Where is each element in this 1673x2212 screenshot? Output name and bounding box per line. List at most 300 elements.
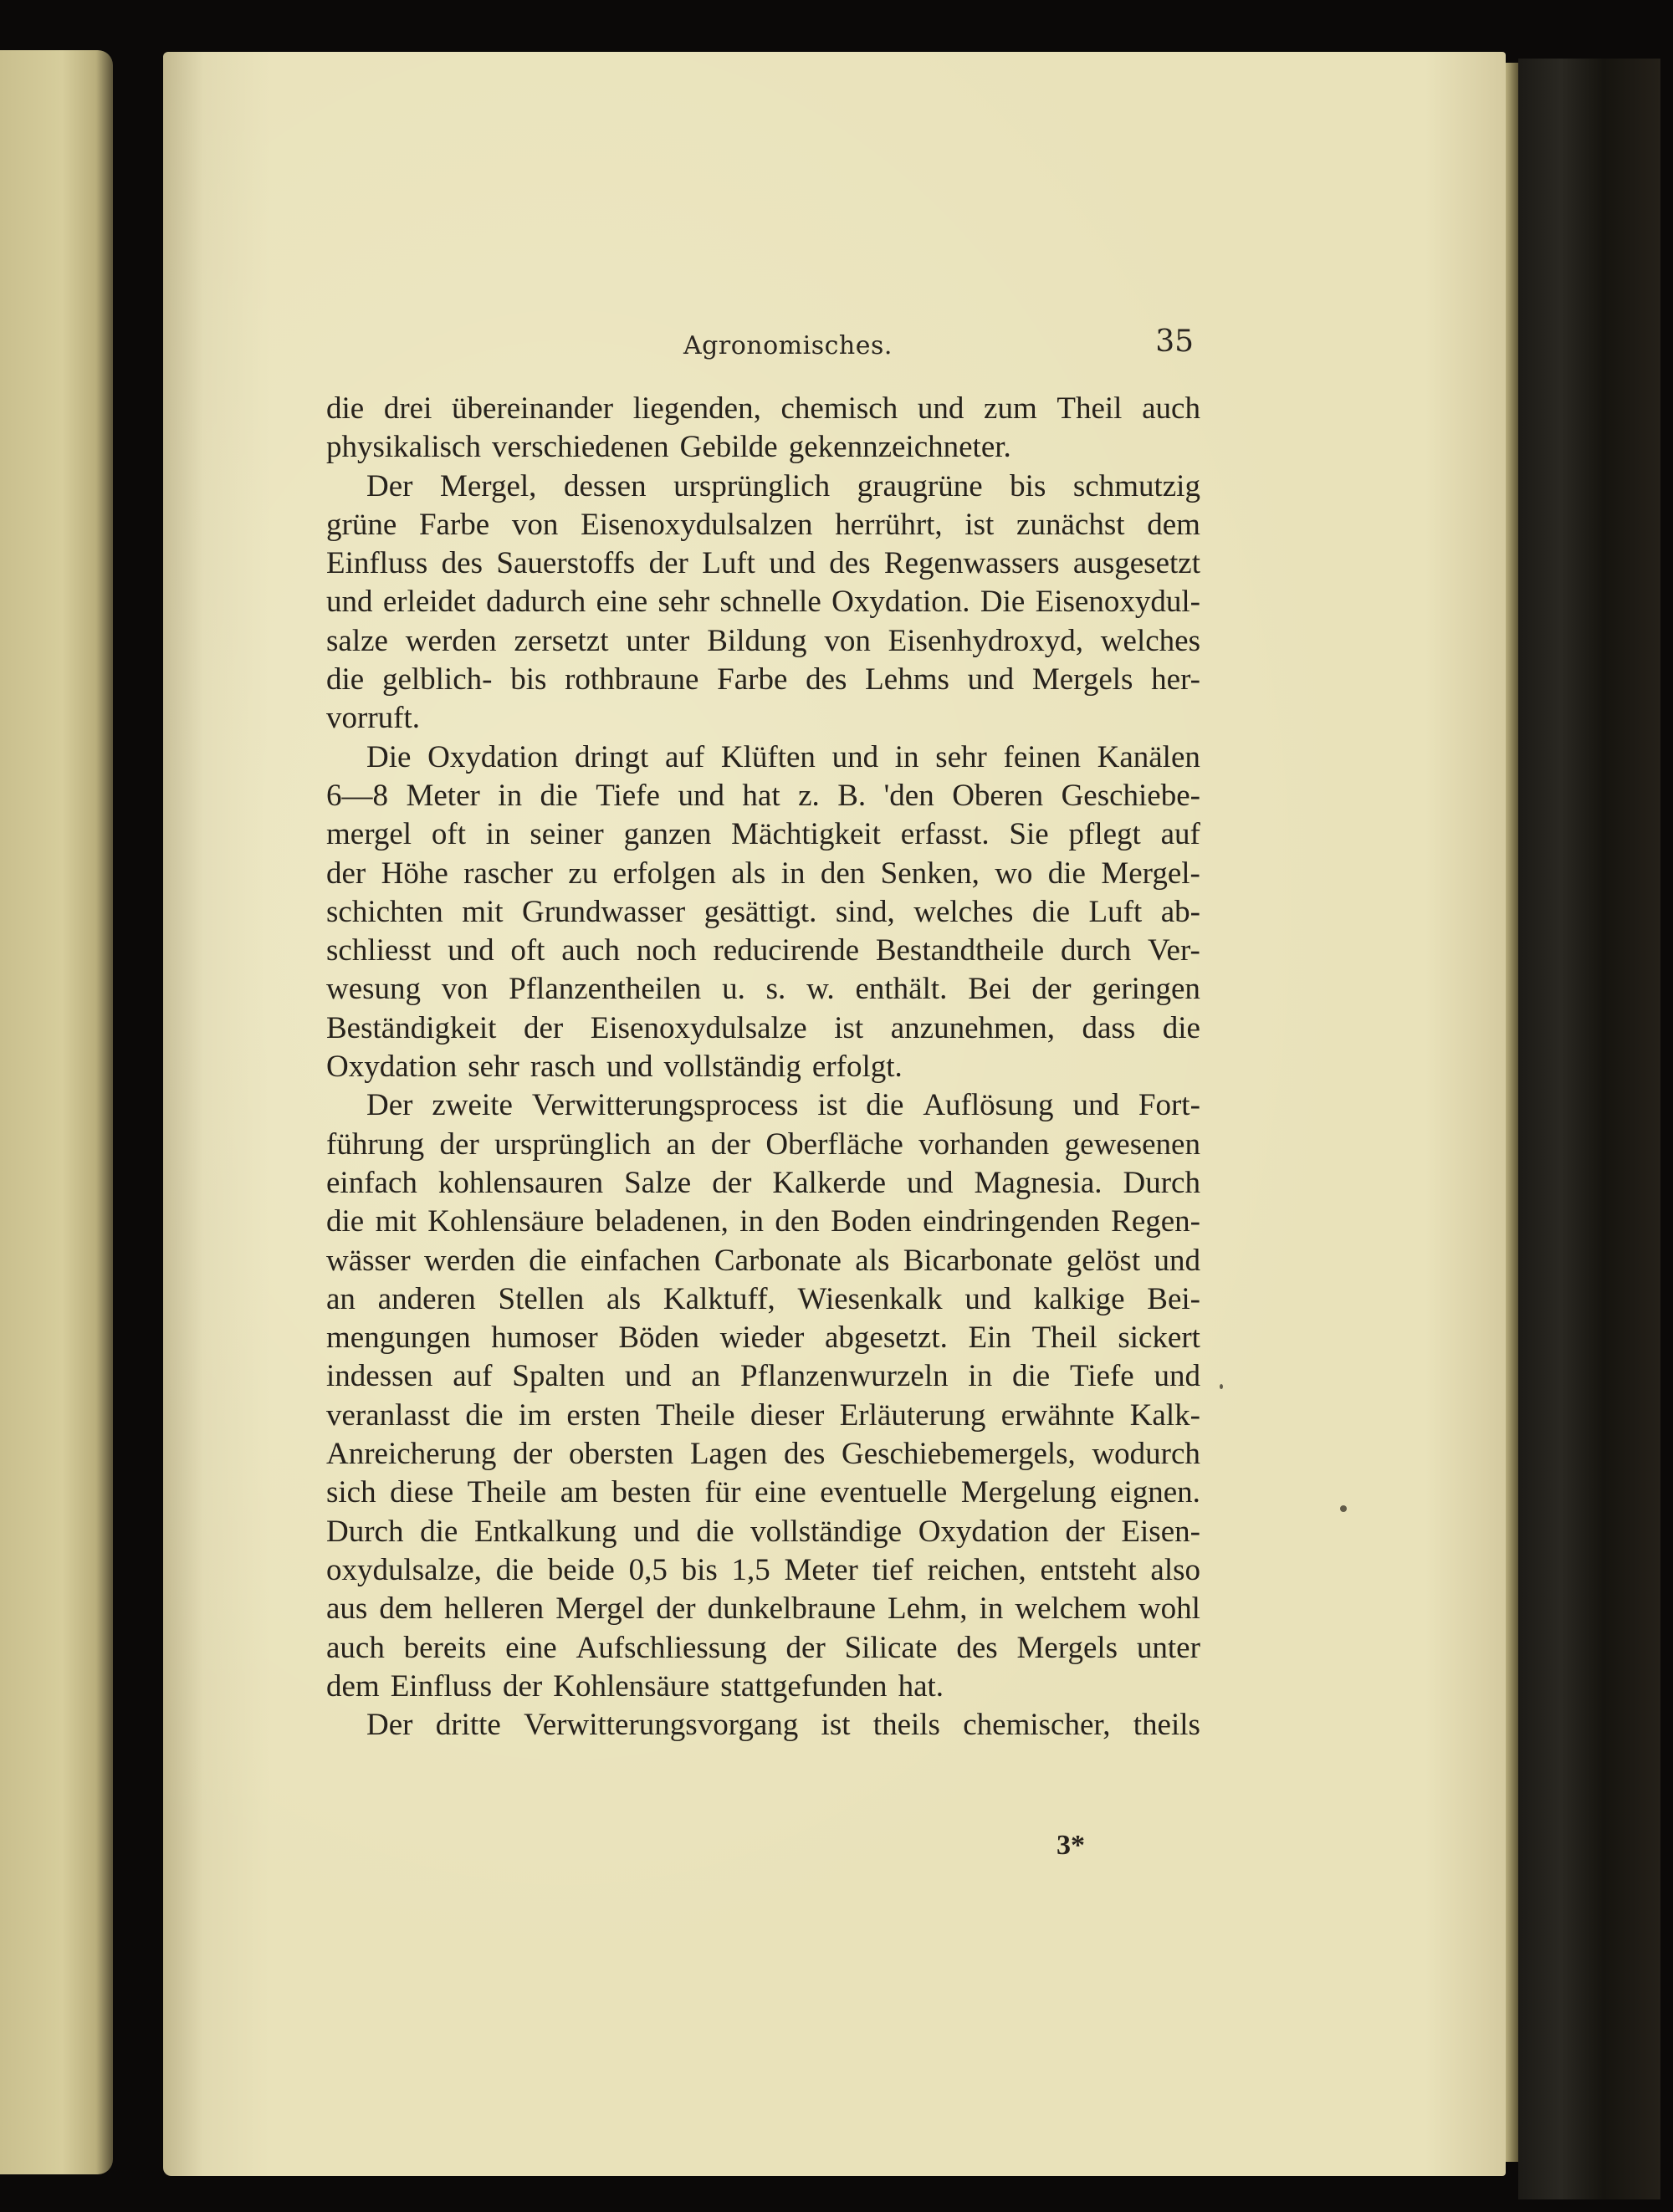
ink-speck xyxy=(1340,1505,1347,1512)
text-line xyxy=(326,777,1200,815)
word: ab- xyxy=(1160,894,1200,929)
word: auf xyxy=(453,1359,493,1394)
word: der xyxy=(785,1630,826,1665)
word: dessen xyxy=(563,468,647,503)
word: die xyxy=(326,662,365,697)
word: und xyxy=(769,546,816,581)
word: im xyxy=(518,1397,551,1433)
word: Mergel xyxy=(555,1591,645,1627)
word: Oxydation xyxy=(918,1514,1049,1549)
word: gelblich- xyxy=(381,662,493,697)
word: s. xyxy=(765,972,786,1007)
word: Farbe xyxy=(717,662,788,697)
word: Fort- xyxy=(1138,1088,1200,1123)
text-line xyxy=(326,390,1200,428)
word: dadurch xyxy=(486,585,586,620)
word: Luft xyxy=(702,546,755,581)
word: Höhe xyxy=(381,856,448,891)
word: feinen xyxy=(1003,739,1081,774)
word: Geschiebemergels, xyxy=(842,1437,1076,1472)
word: Böden xyxy=(618,1321,699,1356)
word: eine xyxy=(596,585,648,620)
word: Regenwassers xyxy=(883,546,1060,581)
text-line xyxy=(326,506,1200,544)
page-header xyxy=(326,324,1200,366)
word: theils xyxy=(1133,1708,1200,1743)
text-line xyxy=(326,467,1200,506)
word: werden xyxy=(405,623,497,658)
word: Grundwasser xyxy=(522,894,686,929)
word: die xyxy=(696,1514,734,1549)
word: der xyxy=(656,1591,696,1627)
word: Farbe xyxy=(418,507,490,542)
word: Meter xyxy=(406,778,480,813)
word: Einfluss xyxy=(326,546,428,581)
word: Eisenhydroxyd, xyxy=(888,623,1083,658)
word: in xyxy=(780,856,806,891)
word: wesung xyxy=(326,972,422,1007)
word: humoser xyxy=(491,1321,598,1356)
word: der xyxy=(712,1165,752,1200)
text-line xyxy=(326,1319,1200,1357)
word: werden xyxy=(424,1243,515,1278)
word: Bicarbonate xyxy=(903,1243,1053,1278)
word: gesättigt. xyxy=(703,894,817,929)
word: bis xyxy=(1010,468,1046,503)
word: und xyxy=(633,1514,680,1549)
word: und xyxy=(678,778,724,813)
text-line xyxy=(326,738,1200,777)
word: dringt xyxy=(574,739,649,774)
word: indessen xyxy=(326,1359,433,1394)
text-line xyxy=(326,1242,1200,1280)
word: als xyxy=(731,856,766,891)
word: aus xyxy=(326,1591,368,1627)
word: sind, xyxy=(835,894,895,929)
word: Klüften xyxy=(720,739,816,774)
text-line xyxy=(326,1551,1200,1590)
word: Lehms xyxy=(865,662,949,697)
word: den xyxy=(775,1204,820,1239)
word: gewesenen xyxy=(1064,1126,1200,1162)
word: der xyxy=(326,856,366,891)
text-line xyxy=(326,1435,1200,1474)
text-line xyxy=(326,932,1200,970)
word: erfolgen xyxy=(612,856,716,891)
word: 'den xyxy=(883,778,934,813)
word: mit xyxy=(375,1204,417,1239)
word: zu xyxy=(568,856,598,891)
text-line xyxy=(326,893,1200,932)
word: ursprünglich xyxy=(494,1126,652,1162)
word: zunächst xyxy=(1016,507,1125,542)
word: sich xyxy=(326,1475,376,1510)
word: rascher xyxy=(463,856,553,891)
word: der xyxy=(1065,1514,1105,1549)
word: wodurch xyxy=(1092,1437,1200,1472)
word: dunkelbraune xyxy=(707,1591,876,1627)
word: diese xyxy=(390,1475,454,1510)
word: ganzen xyxy=(623,817,712,852)
word: von xyxy=(824,623,871,658)
word: und xyxy=(606,1050,653,1085)
word: enthält. xyxy=(855,972,948,1007)
word: einfachen xyxy=(580,1243,701,1278)
word: besten xyxy=(611,1475,691,1510)
word: dass xyxy=(1082,1010,1136,1045)
word: der xyxy=(1031,972,1072,1007)
text-line xyxy=(326,1397,1200,1435)
word: beladenen, xyxy=(595,1204,729,1239)
word: des xyxy=(956,1630,998,1665)
word: gelöst xyxy=(1066,1243,1141,1278)
word: dem xyxy=(1147,507,1200,542)
word: und xyxy=(625,1359,672,1394)
word: Ver- xyxy=(1147,933,1200,968)
word: sickert xyxy=(1118,1321,1200,1356)
text-line xyxy=(326,855,1200,893)
word: vollständig xyxy=(663,1050,801,1085)
word: oxydulsalze, xyxy=(326,1552,482,1587)
word: die xyxy=(529,1243,567,1278)
word: ersten xyxy=(566,1397,641,1433)
word: schmutzig xyxy=(1072,468,1200,503)
word: theils xyxy=(872,1708,940,1743)
word: ist xyxy=(817,1088,847,1123)
word: und xyxy=(964,1281,1011,1316)
text-line xyxy=(326,1513,1200,1551)
word: Wiesenkalk xyxy=(797,1281,943,1316)
word: Durch xyxy=(326,1514,404,1549)
word: zum xyxy=(984,391,1037,426)
text-line xyxy=(326,1086,1200,1125)
word: beide xyxy=(547,1552,615,1587)
text-line xyxy=(326,699,1200,738)
word: kohlensauren xyxy=(437,1165,604,1200)
word: Silicate xyxy=(844,1630,938,1665)
word: helleren xyxy=(444,1591,545,1627)
word: welchem xyxy=(1015,1591,1127,1627)
word: mit xyxy=(462,894,504,929)
word: Lagen xyxy=(689,1437,768,1472)
text-line xyxy=(326,970,1200,1009)
word: von xyxy=(441,972,489,1007)
word: kalkige xyxy=(1033,1281,1125,1316)
word: auch xyxy=(1142,391,1200,426)
word: hat xyxy=(742,778,780,813)
word: grüne xyxy=(326,507,397,542)
text-line xyxy=(326,428,1200,467)
word: in xyxy=(498,778,523,813)
word: dem xyxy=(379,1591,433,1627)
word: einfach xyxy=(326,1165,417,1200)
word: die xyxy=(326,1204,365,1239)
word: sehr xyxy=(468,1050,519,1085)
word: Kalktuff, xyxy=(663,1281,775,1316)
word: 1,5 xyxy=(731,1552,770,1587)
word: Oberen xyxy=(952,778,1044,813)
word: und xyxy=(831,739,879,774)
word: sehr xyxy=(935,739,987,774)
text-line xyxy=(326,1629,1200,1668)
word: Kalk- xyxy=(1129,1397,1200,1433)
word: sehr xyxy=(657,585,710,620)
word: und xyxy=(967,662,1015,697)
word: des xyxy=(806,662,847,697)
word: Aufschliessung xyxy=(576,1630,767,1665)
word: reichen, xyxy=(927,1552,1026,1587)
word: oft xyxy=(510,933,545,968)
word: Der xyxy=(366,1088,413,1123)
word: des xyxy=(441,546,483,581)
word: schichten xyxy=(326,894,443,929)
word: in xyxy=(739,1204,764,1239)
word: stattgefunden xyxy=(720,1668,888,1704)
word: Theile xyxy=(656,1397,735,1433)
text-line xyxy=(326,1590,1200,1628)
word: und xyxy=(326,585,373,620)
text-line xyxy=(326,1474,1200,1512)
word: den xyxy=(820,856,866,891)
word: für xyxy=(704,1475,741,1510)
word: Eisenoxydul- xyxy=(1035,585,1200,620)
word: auch xyxy=(326,1630,385,1665)
word: u. xyxy=(722,972,745,1007)
word: erleidet xyxy=(382,585,476,620)
word: Eisenoxydulsalze xyxy=(590,1010,807,1045)
word: führung xyxy=(326,1126,425,1162)
word: in xyxy=(894,739,919,774)
word: Eisenoxydulsalzen xyxy=(581,507,813,542)
text-line xyxy=(326,1203,1200,1241)
word: Geschiebe- xyxy=(1061,778,1200,813)
word: Erläuterung xyxy=(839,1397,986,1433)
word: wässer xyxy=(326,1243,411,1278)
word: Bildung xyxy=(707,623,807,658)
word: wohl xyxy=(1138,1591,1200,1627)
word: Mächtigkeit xyxy=(731,817,881,852)
word: und xyxy=(448,933,494,968)
word: und xyxy=(1154,1243,1200,1278)
word: schnelle xyxy=(719,585,821,620)
word: als xyxy=(606,1281,642,1316)
word: Theile xyxy=(467,1475,547,1510)
word: Ein xyxy=(968,1321,1011,1356)
word: erfolgt. xyxy=(811,1050,903,1085)
word: dieser xyxy=(750,1397,825,1433)
word: Oxydation. xyxy=(831,585,970,620)
word: Oberfläche xyxy=(765,1126,903,1162)
text-line xyxy=(326,1048,1200,1086)
word: ist xyxy=(964,507,995,542)
word: an xyxy=(326,1281,356,1316)
word: des xyxy=(784,1437,826,1472)
word: der xyxy=(502,1668,543,1704)
word: Durch xyxy=(1123,1165,1200,1200)
word: Eisen- xyxy=(1121,1514,1200,1549)
word: Der xyxy=(366,1708,413,1743)
word: Kohlensäure xyxy=(427,1204,585,1239)
word: geringen xyxy=(1092,972,1200,1007)
word: Bei- xyxy=(1147,1281,1200,1316)
text-line xyxy=(326,1164,1200,1203)
word: die xyxy=(465,1397,504,1433)
word: zersetzt xyxy=(514,623,609,658)
word: noch xyxy=(636,933,697,968)
word: vorhanden xyxy=(918,1126,1050,1162)
text-line xyxy=(326,1009,1200,1048)
word: Die xyxy=(366,739,412,774)
word: Tiefe xyxy=(1069,1359,1134,1394)
word: wieder xyxy=(719,1321,805,1356)
word: reducirende xyxy=(713,933,860,968)
word: Mergels xyxy=(1016,1630,1118,1665)
word: verschiedenen xyxy=(491,430,669,465)
word: der xyxy=(513,1437,553,1472)
word: zweite xyxy=(432,1088,513,1123)
word: in xyxy=(979,1591,1004,1627)
word: Theil xyxy=(1056,391,1123,426)
word: Sie xyxy=(1009,817,1049,852)
word: Lehm, xyxy=(888,1591,968,1627)
word: unter xyxy=(626,623,690,658)
word: an xyxy=(691,1359,721,1394)
word: also xyxy=(1150,1552,1200,1587)
word: Bestandtheile xyxy=(875,933,1045,968)
word: Meter xyxy=(784,1552,858,1587)
word: der xyxy=(648,546,688,581)
word: der xyxy=(439,1126,479,1162)
word: durch xyxy=(1060,933,1132,968)
word: bis xyxy=(510,662,547,697)
text-line xyxy=(326,815,1200,854)
word: her- xyxy=(1151,662,1200,697)
word: in xyxy=(968,1359,993,1394)
word: 6—8 xyxy=(326,778,388,813)
word: Stellen xyxy=(498,1281,585,1316)
text-line xyxy=(326,544,1200,583)
word: die xyxy=(1162,1010,1200,1045)
word: pflegt xyxy=(1068,817,1141,852)
text-line xyxy=(326,622,1200,661)
text-line xyxy=(326,1280,1200,1319)
running-title: Agronomisches. xyxy=(683,331,893,360)
word: in xyxy=(485,817,510,852)
word: Entkalkung xyxy=(473,1514,617,1549)
word: Mergel, xyxy=(439,468,537,503)
word: die xyxy=(326,391,365,426)
word: herrührt, xyxy=(835,507,943,542)
previous-page-edge xyxy=(0,50,113,2174)
word: Tiefe xyxy=(596,778,660,813)
word: eignen. xyxy=(1110,1475,1200,1510)
word: auf xyxy=(1160,817,1200,852)
word: und xyxy=(906,1165,954,1200)
word: graugrüne xyxy=(857,468,983,503)
word: ursprünglich xyxy=(673,468,831,503)
word: die xyxy=(495,1552,534,1587)
word: Pflanzentheilen xyxy=(509,972,702,1007)
word: Carbonate xyxy=(714,1243,842,1278)
word: ausgesetzt xyxy=(1072,546,1200,581)
word: Beständigkeit xyxy=(326,1010,497,1045)
word: z. xyxy=(798,778,820,813)
word: ist xyxy=(821,1708,851,1743)
text-line xyxy=(326,583,1200,621)
word: rothbraune xyxy=(565,662,699,697)
text-line xyxy=(326,1668,1200,1706)
word: Oxydation xyxy=(427,739,559,774)
word: Einfluss xyxy=(390,1668,492,1704)
word: Boden xyxy=(831,1204,912,1239)
word: seiner xyxy=(530,817,604,852)
word: Verwitterungsvorgang xyxy=(524,1708,799,1743)
word: entsteht xyxy=(1040,1552,1137,1587)
word: Pflanzenwurzeln xyxy=(740,1359,949,1394)
word: die xyxy=(866,1088,904,1123)
word: Regen- xyxy=(1111,1204,1200,1239)
word: bereits xyxy=(403,1630,487,1665)
word: und xyxy=(1154,1359,1200,1394)
word: als xyxy=(855,1243,890,1278)
word: anzunehmen, xyxy=(890,1010,1055,1045)
word: die xyxy=(1011,1359,1051,1394)
text-line xyxy=(326,661,1200,699)
word: Kanälen xyxy=(1097,739,1200,774)
word: unter xyxy=(1136,1630,1200,1665)
word: Mergel- xyxy=(1101,856,1200,891)
word: schliesst xyxy=(326,933,432,968)
word: abgesetzt. xyxy=(824,1321,948,1356)
word: Anreicherung xyxy=(326,1437,497,1472)
word: der xyxy=(524,1010,564,1045)
word: ist xyxy=(834,1010,864,1045)
word: veranlasst xyxy=(326,1397,450,1433)
word: Bei xyxy=(968,972,1011,1007)
word: w. xyxy=(806,972,835,1007)
word: und xyxy=(1072,1088,1119,1123)
word: an xyxy=(666,1126,696,1162)
word: Auflösung xyxy=(923,1088,1054,1123)
word: bis xyxy=(681,1552,718,1587)
word: chemisch xyxy=(780,391,898,426)
word: Kohlensäure xyxy=(553,1668,710,1704)
word: der xyxy=(710,1126,751,1162)
word: erwähnte xyxy=(1000,1397,1115,1433)
word: die xyxy=(420,1514,458,1549)
word: Kalkerde xyxy=(772,1165,886,1200)
word: dem xyxy=(326,1668,380,1704)
word: wo xyxy=(995,856,1033,891)
word: rasch xyxy=(530,1050,596,1085)
word: eventuelle xyxy=(820,1475,948,1510)
word: die xyxy=(540,778,578,813)
word: des xyxy=(829,546,871,581)
word: Spalten xyxy=(512,1359,606,1394)
word: welches xyxy=(913,894,1014,929)
word: Salze xyxy=(624,1165,692,1200)
word: Verwitterungsprocess xyxy=(531,1088,799,1123)
word: eine xyxy=(755,1475,806,1510)
word: von xyxy=(511,507,559,542)
word: welches xyxy=(1100,623,1200,658)
word: Die xyxy=(980,585,1026,620)
word: obersten xyxy=(568,1437,674,1472)
word: und xyxy=(917,391,964,426)
word: eine xyxy=(505,1630,557,1665)
word: Sauerstoffs xyxy=(496,546,636,581)
word: Senken, xyxy=(880,856,980,891)
